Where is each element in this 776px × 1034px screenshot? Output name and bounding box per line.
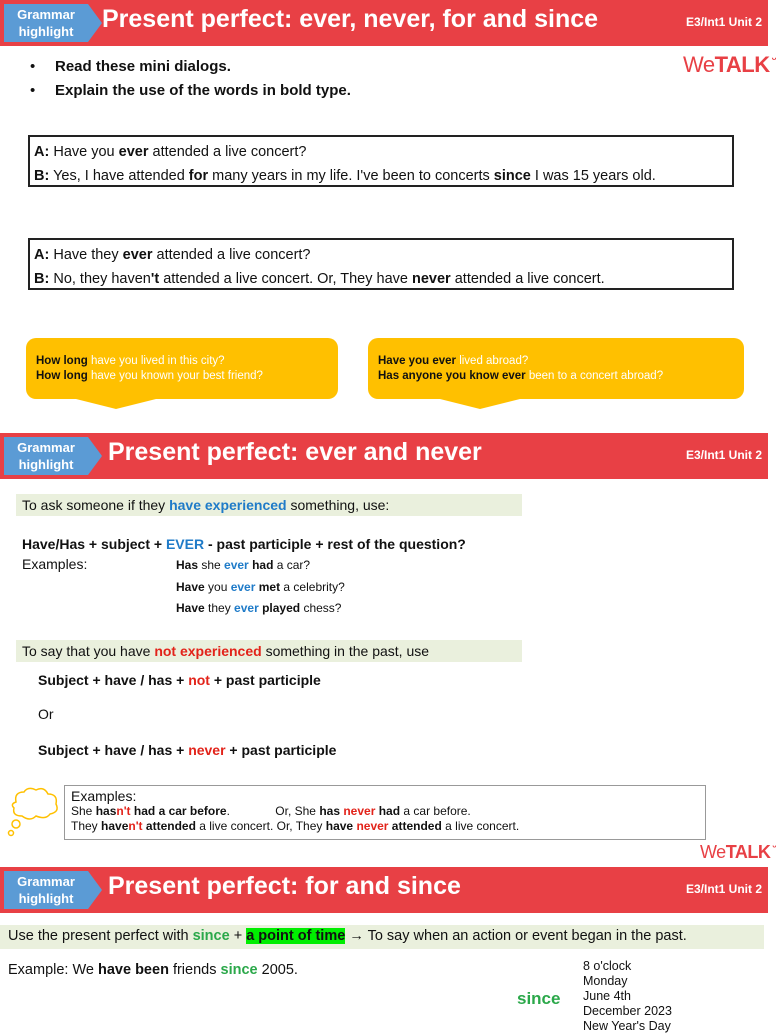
example-sentence: Have you ever met a celebrity?: [176, 580, 345, 594]
badge-line1: Grammar: [17, 874, 75, 889]
badge-line1: Grammar: [17, 7, 75, 22]
example-line: Example: We have been friends since 2005.: [8, 962, 298, 978]
badge-arrow-icon: [88, 437, 102, 475]
time-item: Monday: [583, 974, 628, 988]
formula-never: Subject + have / has + never + past participle: [38, 742, 337, 758]
or-label: Or: [38, 706, 54, 722]
dialog-box-2: [28, 238, 734, 290]
badge-line2: highlight: [18, 457, 74, 472]
dialog-line: B: No, they haven't attended a live concert. Or, They have never attended a live concert.: [34, 271, 605, 287]
example-row: They haven't attended a live concert. Or, They have never attended a live concert.: [71, 819, 520, 833]
slide3-title: Present perfect: for and since: [108, 872, 461, 900]
dialog-line: A: Have you ever attended a live concert?: [34, 144, 307, 160]
since-label: since: [517, 989, 561, 1008]
thought-cloud-icon: [4, 784, 62, 840]
wetalk-logo: WeTALK $^ᵕ$: [700, 842, 776, 862]
time-item: 8 o'clock: [583, 959, 632, 973]
examples-box: [64, 785, 706, 840]
speech-bubble-2: Have you ever lived abroad? Has anyone you know ever been to a concert abroad?: [368, 338, 744, 399]
time-item: June 4th: [583, 989, 631, 1003]
wetalk-logo: WeTALK $^ᵕ$: [683, 52, 776, 77]
badge-line2: highlight: [18, 24, 74, 39]
formula-not: Subject + have / has + not + past participle: [38, 672, 321, 688]
unit-label: E3/Int1 Unit 2: [685, 15, 762, 29]
unit-label: E3/Int1 Unit 2: [685, 882, 762, 896]
formula-ever: Have/Has + subject + EVER - past participle + rest of the question?: [22, 536, 466, 552]
bubble-tail-1: [76, 399, 156, 409]
badge-line1: Grammar: [17, 440, 75, 455]
slide2-title: Present perfect: ever and never: [108, 438, 482, 466]
grammar-badge: [4, 871, 88, 909]
badge-arrow-icon: [88, 871, 102, 909]
badge-arrow-icon: [88, 4, 102, 42]
slide1-banner: [0, 0, 768, 46]
rule-line: Use the present perfect with since + a point of time → To say when an action or event began in the past.: [0, 925, 764, 949]
slide1-title: Present perfect: ever, never, for and since: [102, 5, 599, 33]
dialog-box-1: [28, 135, 734, 187]
time-item: New Year's Day: [583, 1019, 671, 1033]
unit-label: E3/Int1 Unit 2: [685, 448, 762, 462]
highlight-intro: To ask someone if they have experienced something, use:: [16, 494, 522, 516]
instruction-bullet: • Read these mini dialogs.: [30, 58, 231, 75]
instruction-bullet: • Explain the use of the words in bold type.: [30, 82, 351, 99]
grammar-badge: [4, 437, 88, 475]
highlight-intro-2: To say that you have not experienced something in the past, use: [16, 640, 522, 662]
bubble-tail-2: [440, 399, 520, 409]
examples-box-label: Examples:: [71, 788, 137, 804]
speech-bubble-1: How long have you lived in this city? How long have you known your best friend?: [26, 338, 338, 399]
dialog-line: A: Have they ever attended a live concert?: [34, 247, 311, 263]
grammar-badge: [4, 4, 88, 42]
time-list: [583, 959, 672, 1034]
slide3-banner: [0, 867, 768, 913]
example-sentence: Have they ever played chess?: [176, 601, 342, 615]
time-item: December 2023: [583, 1004, 672, 1018]
slide2-banner: [0, 433, 768, 479]
example-row: She hasn't had a car before. Or, She has never had a car before.: [71, 804, 471, 818]
examples-label: Examples:: [22, 556, 88, 572]
dialog-line: B: Yes, I have attended for many years in my life. I've been to concerts since I was 15 years old.: [34, 168, 656, 184]
example-sentence: Has she ever had a car?: [176, 558, 311, 572]
badge-line2: highlight: [18, 891, 74, 906]
